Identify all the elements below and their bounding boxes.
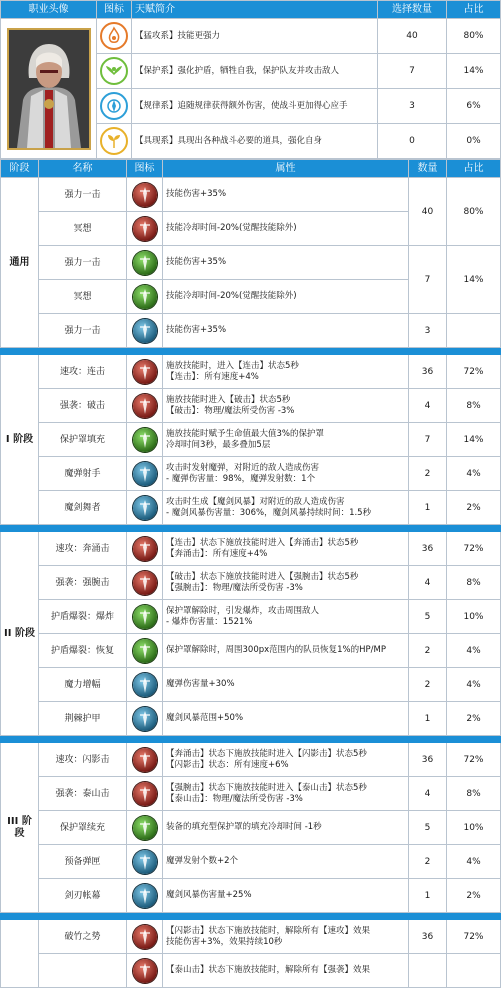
talent-icon-cell (127, 355, 163, 389)
attribute-line: 攻击时生成【魔剑风暴】对附近的敌人造成伤害 (166, 496, 345, 507)
rule-talent-icon (133, 673, 157, 697)
talent-pct: 72% (447, 532, 501, 566)
talent-attribute (163, 355, 409, 389)
attack-talent-icon (133, 217, 157, 241)
attribute-line: 技能冷却时间-20%(觉醒技能除外) (166, 291, 297, 301)
talent-attribute (163, 634, 409, 668)
talent-row (1, 355, 501, 389)
attribute-line: 施放技能时赋予生命值最大值3%的保护罩 (166, 428, 324, 439)
attribute-line: 技能伤害+35% (166, 189, 227, 199)
talent-count: 2 (409, 634, 447, 668)
stage-label: III 阶段 (1, 743, 39, 913)
stage-label: II 阶段 (1, 532, 39, 736)
character-portrait-image (9, 30, 89, 148)
attribute-line: 装备的填充型保护罩的填充冷却时间 -1秒 (166, 822, 322, 832)
talent-pct (447, 954, 501, 988)
attribute-line: 【闪影击】状态下施放技能时，解除所有【速攻】效果 (166, 925, 371, 936)
talent-icon-cell (127, 879, 163, 913)
rule-talent-icon (133, 884, 157, 908)
talent-name: 速攻：闪影击 (39, 743, 127, 777)
attack-talent-icon (133, 571, 157, 595)
talent-count: 4 (409, 566, 447, 600)
talent-name (39, 954, 127, 988)
talent-row (1, 879, 501, 913)
talent-pct: 72% (447, 355, 501, 389)
talent-count: 2 (409, 457, 447, 491)
stage-table-body (1, 178, 501, 988)
talent-type-count: 40 (378, 19, 447, 54)
talent-type-pct: 6% (447, 89, 501, 124)
attribute-line: - 魔剑风暴伤害量：306%，魔剑风暴持续时间：1.5秒 (166, 507, 372, 518)
attribute-line: - 爆炸伤害量：1521% (166, 616, 253, 627)
talent-name: 强袭：破击 (39, 389, 127, 423)
stage-separator (1, 525, 501, 532)
rule-talent-icon (133, 319, 157, 343)
talent-name: 冥想 (39, 212, 127, 246)
talent-pct: 2% (447, 491, 501, 525)
talent-attribute (163, 246, 409, 280)
stage-label: 通用 (1, 178, 39, 348)
talent-row (1, 845, 501, 879)
talent-count: 3 (409, 314, 447, 348)
talent-name: 速攻：连击 (39, 355, 127, 389)
talent-stage-table (0, 159, 501, 988)
attribute-line: 魔弹发射个数+2个 (166, 856, 239, 866)
talent-pct: 4% (447, 634, 501, 668)
talent-name: 剑刃帐幕 (39, 879, 127, 913)
talent-pct: 4% (447, 668, 501, 702)
sprout-icon (100, 127, 128, 155)
talent-row (1, 634, 501, 668)
rule-talent-icon (133, 707, 157, 731)
talent-count: 2 (409, 668, 447, 702)
talent-pct: 10% (447, 600, 501, 634)
talent-name: 荆棘护甲 (39, 702, 127, 736)
talent-row (1, 743, 501, 777)
talent-count: 1 (409, 702, 447, 736)
talent-count: 36 (409, 355, 447, 389)
talent-count: 40 (409, 178, 447, 246)
separator-bar (1, 348, 501, 355)
attack-talent-icon (133, 748, 157, 772)
talent-row (1, 920, 501, 954)
talent-icon-cell (127, 212, 163, 246)
talent-attribute (163, 566, 409, 600)
talent-pct: 10% (447, 811, 501, 845)
talent-icon-cell (127, 457, 163, 491)
attribute-line: 【奔涌击】状态下施放技能时进入【闪影击】状态5秒 (166, 748, 367, 759)
talent-row (1, 389, 501, 423)
header-attribute: 属性 (163, 160, 409, 178)
talent-name: 强力一击 (39, 246, 127, 280)
talent-type-pct: 14% (447, 54, 501, 89)
separator-bar (1, 525, 501, 532)
talent-attribute (163, 314, 409, 348)
attribute-line: 攻击时发射魔弹，对附近的敌人造成伤害 (166, 462, 320, 473)
attack-talent-icon (133, 183, 157, 207)
talent-attribute (163, 457, 409, 491)
stage-separator (1, 736, 501, 743)
talent-count: 4 (409, 777, 447, 811)
talent-name: 魔剑舞者 (39, 491, 127, 525)
talent-count: 5 (409, 600, 447, 634)
wings-icon (100, 57, 128, 85)
talent-pct: 2% (447, 879, 501, 913)
header-pick-count: 选择数量 (378, 1, 447, 19)
talent-name: 强袭：强腕击 (39, 566, 127, 600)
attribute-line: 【奔涌击】：所有速度+4% (166, 548, 268, 559)
rule-talent-icon (133, 462, 157, 486)
talent-count: 2 (409, 845, 447, 879)
talent-attribute (163, 845, 409, 879)
stage-label (1, 920, 39, 988)
talent-attribute (163, 280, 409, 314)
header-icon: 图标 (97, 1, 132, 19)
talent-name: 强袭：泰山击 (39, 777, 127, 811)
stage-separator (1, 913, 501, 920)
attack-talent-icon (133, 925, 157, 949)
attribute-line: 技能伤害+35% (166, 325, 227, 335)
attribute-line: 施放技能时进入【破击】状态5秒 (166, 394, 291, 405)
talent-icon-cell (127, 702, 163, 736)
talent-type-desc: 【猛攻系】技能更强力 (132, 19, 378, 54)
talent-attribute (163, 668, 409, 702)
talent-name: 强力一击 (39, 178, 127, 212)
talent-name: 魔力增幅 (39, 668, 127, 702)
attribute-line: 技能伤害+3%，效果持续10秒 (166, 936, 283, 947)
talent-icon-cell (127, 777, 163, 811)
separator-bar (1, 736, 501, 743)
talent-type-table (0, 0, 501, 159)
talent-type-row (1, 19, 501, 54)
attribute-line: 【强腕击】状态下施放技能时进入【泰山击】状态5秒 (166, 782, 367, 793)
talent-icon-cell (127, 178, 163, 212)
header-ratio: 占比 (447, 1, 501, 19)
separator-bar (1, 913, 501, 920)
talent-name: 护盾爆裂：爆炸 (39, 600, 127, 634)
header-icon: 图标 (127, 160, 163, 178)
talent-count: 36 (409, 920, 447, 954)
talent-row (1, 178, 501, 212)
talent-count: 4 (409, 389, 447, 423)
shield-talent-icon (133, 605, 157, 629)
talent-type-count: 3 (378, 89, 447, 124)
shield-talent-icon (133, 816, 157, 840)
talent-name: 破竹之势 (39, 920, 127, 954)
talent-row (1, 457, 501, 491)
talent-icon-cell (127, 491, 163, 525)
talent-icon-cell (127, 423, 163, 457)
talent-icon-cell (127, 532, 163, 566)
attribute-line: 魔剑风暴伤害量+25% (166, 890, 252, 900)
talent-name: 保护罩填充 (39, 423, 127, 457)
header-count: 数量 (409, 160, 447, 178)
shield-talent-icon (133, 285, 157, 309)
talent-type-pct: 0% (447, 124, 501, 159)
talent-icon-cell (127, 811, 163, 845)
shield-talent-icon (133, 639, 157, 663)
talent-icon-cell (127, 566, 163, 600)
talent-icon-cell (127, 634, 163, 668)
class-portrait (7, 28, 91, 150)
shield-talent-icon (133, 251, 157, 275)
talent-icon-cell (127, 600, 163, 634)
attribute-line: 冷却时间3秒，最多叠加5层 (166, 439, 271, 450)
stage-label: I 阶段 (1, 355, 39, 525)
talent-row (1, 491, 501, 525)
talent-attribute (163, 491, 409, 525)
talent-pct: 8% (447, 566, 501, 600)
talent-count: 7 (409, 423, 447, 457)
talent-attribute (163, 954, 409, 988)
talent-name: 速攻：奔涌击 (39, 532, 127, 566)
talent-attribute (163, 212, 409, 246)
talent-pct: 72% (447, 920, 501, 954)
talent-attribute (163, 702, 409, 736)
talent-attribute (163, 920, 409, 954)
talent-count: 1 (409, 491, 447, 525)
compass-icon (100, 92, 128, 120)
attribute-line: 【连击】：所有速度+4% (166, 371, 259, 382)
attribute-line: 【连击】状态下施放技能时进入【奔涌击】状态5秒 (166, 537, 359, 548)
talent-name: 保护罩续充 (39, 811, 127, 845)
header-ratio: 占比 (447, 160, 501, 178)
talent-type-count: 0 (378, 124, 447, 159)
talent-count: 1 (409, 879, 447, 913)
header-portrait: 职业头像 (1, 1, 97, 19)
attack-talent-icon (133, 537, 157, 561)
talent-icon-cell (127, 668, 163, 702)
attribute-line: 【泰山击】状态下施放技能时，解除所有【强袭】效果 (166, 965, 371, 975)
attribute-line: - 魔弹伤害量：98%，魔弹发射数：1个 (166, 473, 316, 484)
class-portrait-cell (1, 19, 97, 159)
talent-name: 魔弹射手 (39, 457, 127, 491)
attribute-line: 保护罩解除时，引发爆炸，攻击周围敌人 (166, 605, 320, 616)
attribute-line: 【闪影击】状态：所有速度+6% (166, 759, 289, 770)
talent-count: 5 (409, 811, 447, 845)
attribute-line: 魔弹伤害量+30% (166, 679, 235, 689)
talent-type-desc: 【具现系】具现出各种战斗必要的道具，强化自身 (132, 124, 378, 159)
talent-icon-cell (127, 314, 163, 348)
talent-icon-cell (127, 280, 163, 314)
talent-count: 36 (409, 743, 447, 777)
talent-icon-cell (127, 743, 163, 777)
talent-icon-cell (127, 954, 163, 988)
talent-type-count: 7 (378, 54, 447, 89)
talent-row (1, 566, 501, 600)
talent-pct: 80% (447, 178, 501, 246)
talent-pct: 14% (447, 246, 501, 314)
attribute-line: 施放技能时，进入【连击】状态5秒 (166, 360, 299, 371)
talent-count: 7 (409, 246, 447, 314)
attribute-line: 【强腕击】：物理/魔法所受伤害 -3% (166, 582, 303, 593)
attribute-line: 技能冷却时间-20%(觉醒技能除外) (166, 223, 297, 233)
attack-talent-icon (133, 959, 157, 983)
attack-talent-icon (133, 782, 157, 806)
talent-name: 强力一击 (39, 314, 127, 348)
talent-attribute (163, 811, 409, 845)
talent-attribute (163, 743, 409, 777)
stage-table-header (1, 160, 501, 178)
talent-pct: 4% (447, 845, 501, 879)
talent-type-desc: 【规律系】追随规律获得额外伤害，使战斗更加得心应手 (132, 89, 378, 124)
header-stage: 阶段 (1, 160, 39, 178)
talent-count: 36 (409, 532, 447, 566)
talent-name: 护盾爆裂：恢复 (39, 634, 127, 668)
talent-pct: 8% (447, 777, 501, 811)
talent-row (1, 668, 501, 702)
attribute-line: 【破击】状态下施放技能时进入【强腕击】状态5秒 (166, 571, 359, 582)
talent-row (1, 954, 501, 988)
talent-attribute (163, 389, 409, 423)
talent-type-header (1, 1, 501, 19)
talent-row (1, 702, 501, 736)
header-talent-summary: 天赋简介 (132, 1, 378, 19)
attack-talent-icon (133, 360, 157, 384)
talent-row (1, 811, 501, 845)
attack-talent-icon (133, 394, 157, 418)
talent-attribute (163, 879, 409, 913)
talent-row (1, 600, 501, 634)
talent-pct: 14% (447, 423, 501, 457)
talent-icon-cell (127, 845, 163, 879)
stage-separator (1, 348, 501, 355)
attribute-line: 技能伤害+35% (166, 257, 227, 267)
talent-row (1, 423, 501, 457)
talent-attribute (163, 777, 409, 811)
talent-row (1, 246, 501, 280)
talent-icon-cell (127, 246, 163, 280)
header-name: 名称 (39, 160, 127, 178)
talent-icon-cell (127, 389, 163, 423)
talent-type-pct: 80% (447, 19, 501, 54)
talent-name: 冥想 (39, 280, 127, 314)
talent-pct: 72% (447, 743, 501, 777)
talent-pct: 2% (447, 702, 501, 736)
rule-talent-icon (133, 496, 157, 520)
talent-type-desc: 【保护系】强化护盾，牺牲自我，保护队友并攻击敌人 (132, 54, 378, 89)
talent-icon-cell (127, 920, 163, 954)
flame-icon (100, 22, 128, 50)
attribute-line: 【破击】：物理/魔法所受伤害 -3% (166, 405, 295, 416)
talent-attribute (163, 423, 409, 457)
talent-row (1, 314, 501, 348)
rule-talent-icon (133, 850, 157, 874)
talent-row (1, 532, 501, 566)
attribute-line: 【泰山击】：物理/魔法所受伤害 -3% (166, 793, 303, 804)
talent-pct (447, 314, 501, 348)
talent-attribute (163, 532, 409, 566)
talent-pct: 8% (447, 389, 501, 423)
attribute-line: 保护罩解除时，周围300px范围内的队员恢复1%的HP/MP (166, 645, 386, 655)
talent-pct: 4% (447, 457, 501, 491)
talent-name: 预备弹匣 (39, 845, 127, 879)
talent-count (409, 954, 447, 988)
attribute-line: 魔剑风暴范围+50% (166, 713, 244, 723)
talent-attribute (163, 600, 409, 634)
talent-attribute (163, 178, 409, 212)
shield-talent-icon (133, 428, 157, 452)
talent-row (1, 777, 501, 811)
